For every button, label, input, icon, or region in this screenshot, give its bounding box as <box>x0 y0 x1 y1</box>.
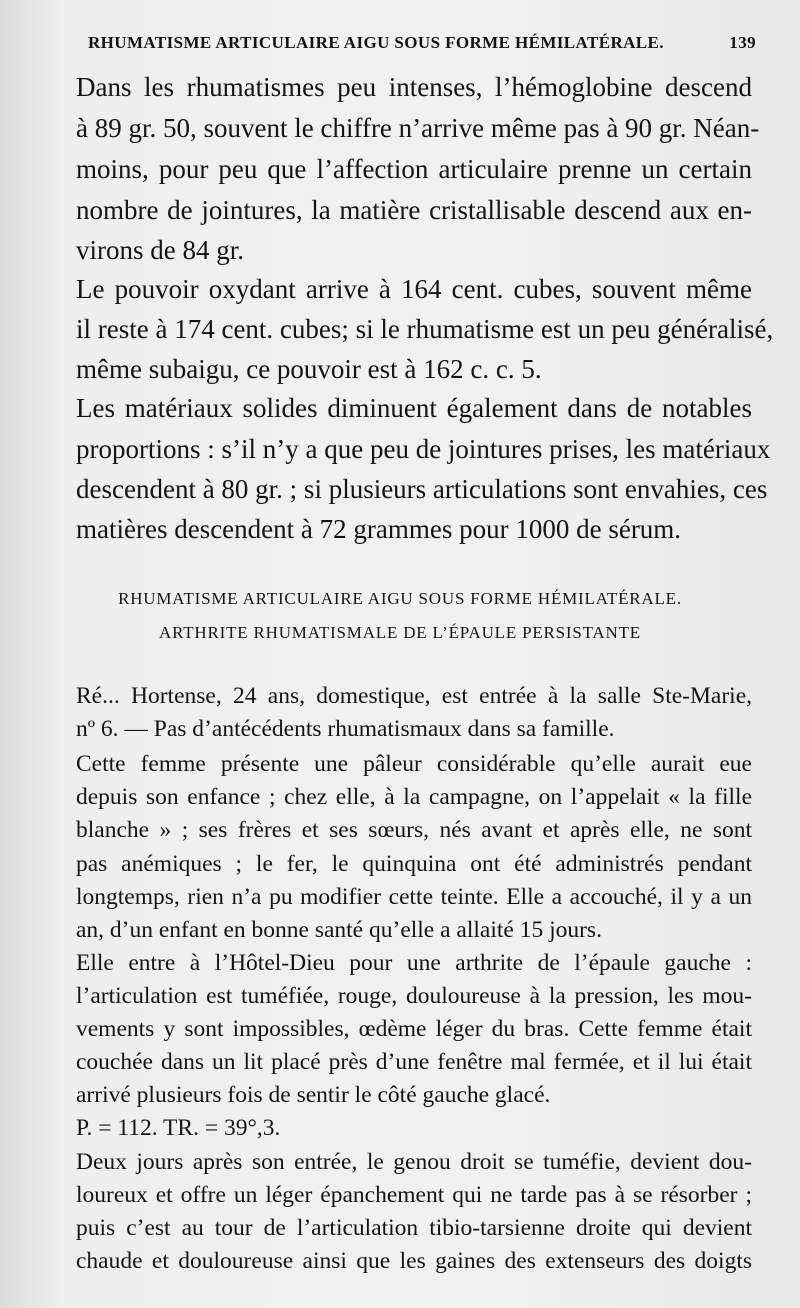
text-line: blanche » ; ses frères et ses sœurs, nés avant et après elle, ne sont <box>76 817 752 843</box>
text-line: nº 6. — Pas d’antécédents rhumatismaux dans sa famille. <box>76 716 615 742</box>
text-line: Le pouvoir oxydant arrive à 164 cent. cubes, souvent même <box>76 274 752 304</box>
text-line: matières descendent à 72 grammes pour 1000 de sérum. <box>76 514 682 544</box>
running-head-title: RHUMATISME ARTICULAIRE AIGU SOUS FORME HÉMILATÉRALE. <box>88 33 664 52</box>
text-line: descendent à 80 gr. ; si plusieurs articulations sont envahies, ces <box>76 474 768 504</box>
text-line: loureux et offre un léger épanchement qui ne tarde pas à se résorber ; <box>76 1182 752 1208</box>
text-line: Les matériaux solides diminuent également dans de notables <box>76 393 752 423</box>
text-line: proportions : s’il n’y a que peu de jointures prises, les matériaux <box>76 434 771 464</box>
vitals-line: P. = 112. TR. = 39°,3. <box>76 1115 281 1141</box>
text-line: arrivé plusieurs fois de sentir le côté gauche glacé. <box>76 1082 551 1108</box>
section-subheading: ARTHRITE RHUMATISMALE DE L’ÉPAULE PERSISTANTE <box>159 623 641 642</box>
text-line: à 89 gr. 50, souvent le chiffre n’arrive même pas à 90 gr. Néan- <box>76 113 760 143</box>
text-line: vements y sont impossibles, œdème léger du bras. Cette femme était <box>76 1016 752 1042</box>
text-line: longtemps, rien n’a pu modifier cette teinte. Elle a accouché, il y a un <box>76 884 752 910</box>
text-line: pas anémiques ; le fer, le quinquina ont été administrés pendant <box>76 851 752 877</box>
section-heading: RHUMATISME ARTICULAIRE AIGU SOUS FORME HÉMILATÉRALE. <box>118 589 682 608</box>
text-line: an, d’un enfant en bonne santé qu’elle a allaité 15 jours. <box>76 917 602 943</box>
text-line: même subaigu, ce pouvoir est à 162 c. c. 5. <box>76 354 542 384</box>
text-line: Dans les rhumatismes peu intenses, l’hémoglobine descend <box>76 72 752 102</box>
text-line: couchée dans un lit placé près d’une fenêtre mal fermée, et il lui était <box>76 1049 752 1075</box>
page-number: 139 <box>729 33 756 52</box>
text-line: Elle entre à l’Hôtel-Dieu pour une arthrite de l’épaule gauche : <box>76 950 752 976</box>
text-line: virons de 84 gr. <box>76 235 244 265</box>
text-line: l’articulation est tuméfiée, rouge, douloureuse à la pression, les mou- <box>76 983 752 1009</box>
text-line: nombre de jointures, la matière cristallisable descend aux en- <box>76 195 752 225</box>
text-line: moins, pour peu que l’affection articulaire prenne un certain <box>76 154 752 184</box>
text-line: puis c’est au tour de l’articulation tibio-tarsienne droite qui devient <box>76 1215 752 1241</box>
text-line: Ré... Hortense, 24 ans, domestique, est entrée à la salle Ste-Marie, <box>76 683 752 709</box>
running-head <box>88 33 756 53</box>
text-line: Deux jours après son entrée, le genou droit se tuméfie, devient dou- <box>76 1149 752 1175</box>
text-line: chaude et douloureuse ainsi que les gaines des extenseurs des doigts <box>76 1248 752 1274</box>
text-line: Cette femme présente une pâleur considérable qu’elle aurait eue <box>76 751 752 777</box>
text-line: depuis son enfance ; chez elle, à la campagne, on l’appelait « la fille <box>76 784 752 810</box>
text-line: il reste à 174 cent. cubes; si le rhumatisme est un peu généralisé, <box>76 314 774 344</box>
